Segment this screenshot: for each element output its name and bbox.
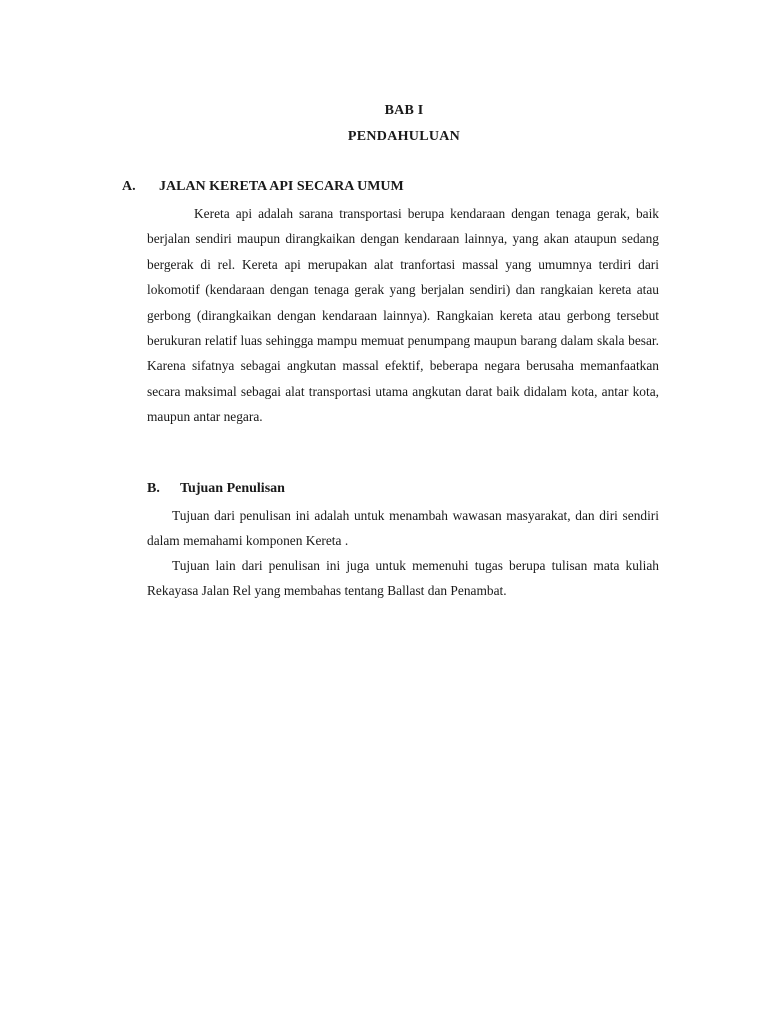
section-a-title: JALAN KERETA API SECARA UMUM bbox=[159, 179, 404, 194]
section-b-paragraph-1: Tujuan dari penulisan ini adalah untuk menambah wawasan masyarakat, dan diri sendiri dalam memahami komponen Kereta . bbox=[147, 508, 659, 549]
chapter-number: BAB I bbox=[384, 103, 424, 118]
section-b-paragraph-2: Tujuan lain dari penulisan ini juga untuk memenuhi tugas berupa tulisan mata kuliah Rekayasa Jalan Rel yang membahas tentang Ballast dan Penambat. bbox=[147, 558, 659, 599]
section-b-heading bbox=[147, 481, 285, 497]
section-b-title: Tujuan Penulisan bbox=[180, 481, 285, 496]
section-b-letter: B. bbox=[147, 481, 160, 496]
section-a-heading bbox=[122, 179, 404, 195]
chapter-title: PENDAHULUAN bbox=[347, 129, 461, 144]
section-a-paragraph: Kereta api adalah sarana transportasi berupa kendaraan dengan tenaga gerak, baik berjalan sendiri maupun dirangkaikan dengan kendaraan lainnya, yang akan ataupun sedang bergerak di rel. Kereta api merupakan alat tranfortasi massal yang umumnya terdiri dari lokomotif (kendaraan dengan tenaga gerak yang berjalan sendiri) dan rangkaian kereta atau gerbong (dirangkaikan dengan kendaraan lainnya). Rangkaian kereta atau gerbong tersebut berukuran relatif luas sehingga mampu memuat penumpang maupun barang dalam skala besar. Karena sifatnya sebagai angkutan massal efektif, beberapa negara berusaha memanfaatkan secara maksimal sebagai alat transportasi utama angkutan darat baik didalam kota, antar kota, maupun antar negara. bbox=[147, 206, 659, 425]
section-a-letter: A. bbox=[122, 179, 136, 194]
